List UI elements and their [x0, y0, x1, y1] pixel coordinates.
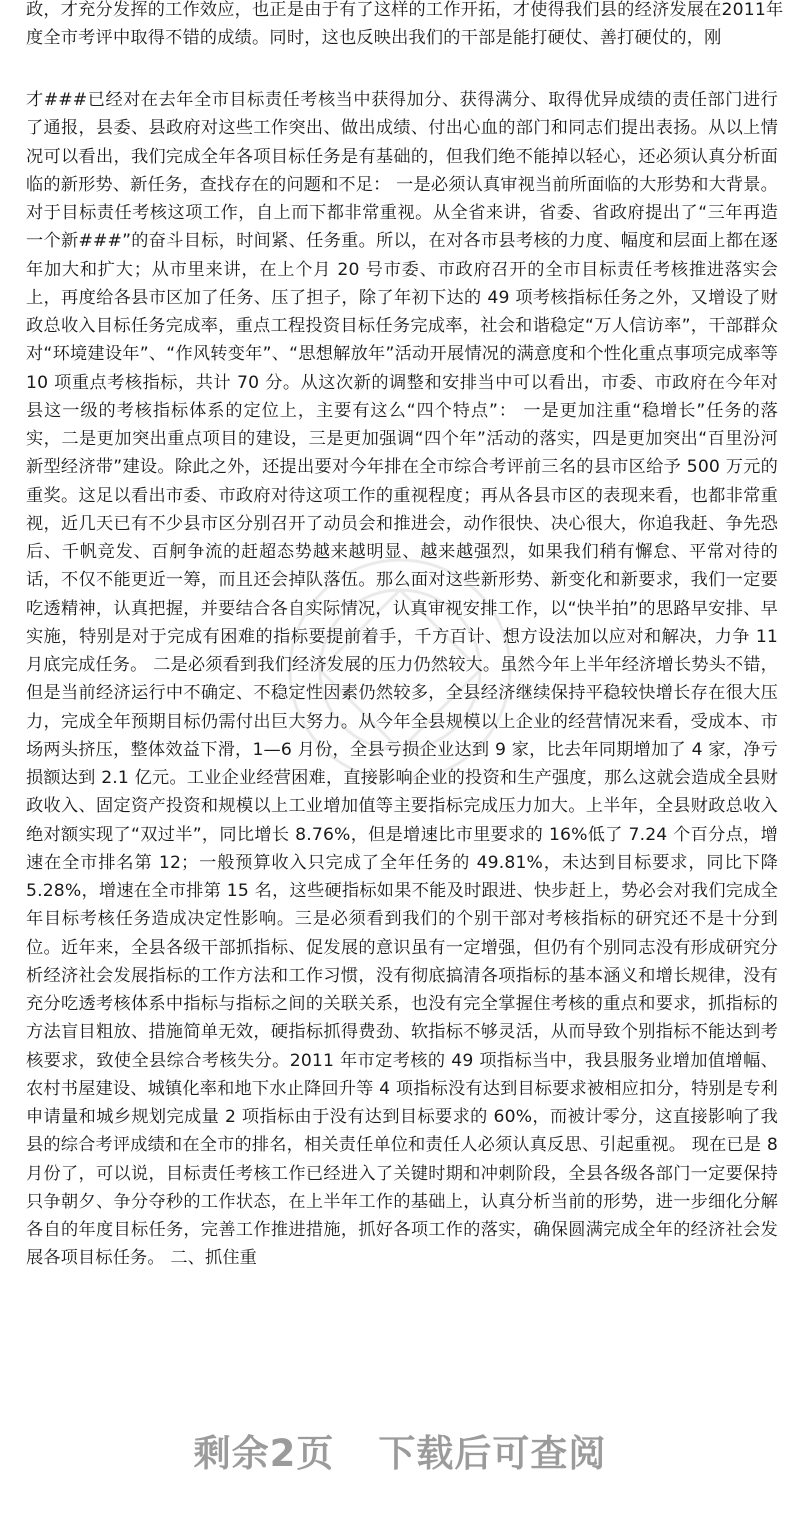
previous-page-fragment	[26, 0, 786, 52]
document-body-text: 才###已经对在去年全市目标责任考核当中获得加分、获得满分、取得优异成绩的责任部门进行了通报，县委、县政府对这些工作突出、做出成绩、付出心血的部门和同志们提出表扬。从以上情况可以看出，我们完成全年各项目标任务是有基础的，但我们绝不能掉以轻心，还必须认真分析面临的新形势、新任务，查找存在的问题和不足： 一是必须认真审视当前所面临的大形势和大背景。对于目标责任考核这项工作，自上而下都非常重视。从全省来讲，省委、省政府提出了“三年再造一个新###”的奋斗目标，时间紧、任务重。所以，在对各市县考核的力度、幅度和层面上都在逐年加大和扩大；从市里来讲，在上个月 20 号市委、市政府召开的全市目标责任考核推进落实会上，再度给各县市区加了任务、压了担子，除了年初下达的 49 项考核指标任务之外，又增设了财政总收入目标任务完成率，重点工程投资目标任务完成率，社会和谐稳定“万人信访率”，干部群众对“环境建设年”、“作风转变年”、“思想解放年”活动开展情况的满意度和个性化重点事项完成率等 10 项重点考核指标，共计 70 分。从这次新的调整和安排当中可以看出，市委、市政府在今年对县这一级的考核指标体系的定位上，主要有这么“四个特点”： 一是更加注重“稳增长”任务的落实，二是更加突出重点项目的建设，三是更加强调“四个年”活动的落实，四是更加突出“百里汾河新型经济带”建设。除此之外，还提出要对今年排在全市综合考评前三名的县市区给予 500 万元的重奖。这足以看出市委、市政府对待这项工作的重视程度；再从各县市区的表现来看，也都非常重视，近几天已有不少县市区分别召开了动员会和推进会，动作很快、决心很大，你追我赶、争先恐后、千帆竞发、百舸争流的赶超态势越来越明显、越来越强烈，如果我们稍有懈怠、平常对待的话，不仅不能更近一筹，而且还会掉队落伍。那么面对这些新形势、新变化和新要求，我们一定要吃透精神，认真把握，并要结合各自实际情况，认真审视安排工作，以“快半拍”的思路早安排、早实施，特别是对于完成有困难的指标要提前着手，千方百计、想方设法加以应对和解决，力争 11 月底完成任务。 二是必须看到我们经济发展的压力仍然较大。虽然今年上半年经济增长势头不错，但是当前经济运行中不确定、不稳定性因素仍然较多，全县经济继续保持平稳较快增长存在很大压力，完成全年预期目标仍需付出巨大努力。从今年全县规模以上企业的经营情况来看，受成本、市场两头挤压，整体效益下滑，1—6 月份，全县亏损企业达到 9 家，比去年同期增加了 4 家，净亏损额达到 2.1 亿元。工业企业经营困难，直接影响企业的投资和生产强度，那么这就会造成全县财政收入、固定资产投资和规模以上工业增加值等主要指标完成压力加大。上半年，全县财政总收入绝对额实现了“双过半”，同比增长 8.76%，但是增速比市里要求的 16%低了 7.24 个百分点，增速在全市排名第 12；一般预算收入只完成了全年任务的 49.81%，未达到目标要求，同比下降 5.28%，增速在全市排第 15 名，这些硬指标如果不能及时跟进、快步赶上，势必会对我们完成全年目标考核任务造成决定性影响。三是必须看到我们的个别干部对考核指标的研究还不是十分到位。近年来，全县各级干部抓指标、促发展的意识虽有一定增强，但仍有个别同志没有形成研究分析经济社会发展指标的工作方法和工作习惯，没有彻底搞清各项指标的基本涵义和增长规律，没有充分吃透考核体系中指标与指标之间的关联关系，也没有完全掌握住考核的重点和要求，抓指标的方法盲目粗放、措施简单无效，硬指标抓得费劲、软指标不够灵活，从而导致个别指标不能达到考核要求，致使全县综合考核失分。2011 年市定考核的 49 项指标当中，我县服务业增加值增幅、农村书屋建设、城镇化率和地下水止降回升等 4 项指标没有达到目标要求被相应扣分，特别是专利申请量和城乡规划完成量 2 项指标由于没有达到目标要求的 60%，而被计零分，这直接影响了我县的综合考评成绩和在全市的排名，相关责任单位和责任人必须认真反思、引起重视。 现在已是 8 月份了，可以说，目标责任考核工作已经进入了关键时期和冲刺阶段，全县各级各部门一定要保持只争朝夕、争分夺秒的工作状态，在上半年工作的基础上，认真分析当前的形势，进一步细化分解各自的年度目标任务，完善工作推进措施，抓好各项工作的落实，确保圆满完成全年的经济社会发展各项目标任务。 二、抓住重	[26, 90, 778, 1269]
download-to-view-label[interactable]: 下载后可查阅	[378, 1432, 607, 1475]
remaining-pages-label[interactable]: 剩余2页	[193, 1432, 335, 1475]
fragment-line-2: 度全市考评中取得不错的成绩。同时，这也反映出我们的干部是能打硬仗、善打硬仗的，刚	[26, 28, 722, 48]
download-prompt-footer[interactable]	[0, 1420, 800, 1480]
fragment-line-1: 政，才充分发挥的工作效应，也正是由于有了这样的工作开拓，才使得我们县的经济发展在2011年	[26, 0, 784, 20]
